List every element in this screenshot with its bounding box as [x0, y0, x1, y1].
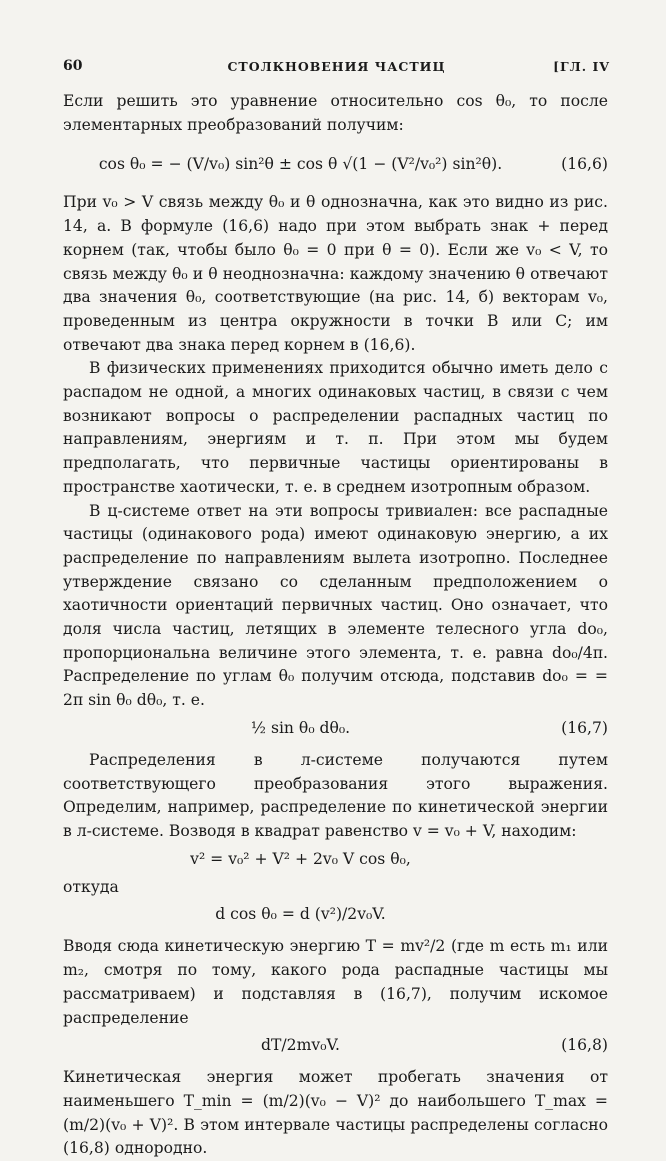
- equation-d-cos-formula: d cos θ₀ = d (v²)/2v₀V.: [215, 905, 386, 924]
- equation-16-8-formula: dT/2mv₀V.: [261, 1036, 340, 1055]
- chapter-label: [ГЛ. IV: [553, 59, 610, 74]
- page-number: 60: [63, 58, 83, 74]
- paragraph-8: Кинетическая энергия может пробегать значения от наименьшего T_min = (m/2)(v₀ − V)² до наибольшего T_max = (m/2)(v₀ + V)². В этом интервале частицы распределены согласно (16,8) однородно.: [63, 1068, 608, 1158]
- paragraph-5: Распределения в л-системе получаются путем соответствующего преобразования этого выражения. Определим, например, распределение по кинетической энергии в л-системе. Возводя в квадрат равенство v = v₀ + V, находим:: [63, 750, 608, 840]
- equation-16-6-formula: cos θ₀ = − (V/v₀) sin²θ ± cos θ √(1 − (V²/v₀²) sin²θ).: [98, 155, 503, 174]
- equation-16-6: [63, 141, 608, 187]
- paragraph-6: откуда: [63, 877, 119, 896]
- equation-v-squared-formula: v² = v₀² + V² + 2v₀ V cos θ₀,: [190, 849, 411, 868]
- equation-d-cos: [63, 901, 608, 929]
- equation-v-squared: [63, 846, 608, 874]
- paragraph-3: В физических применениях приходится обычно иметь дело с распадом не одной, а многих одинаковых частиц, в связи с чем возникают вопросы о распределении распадных частиц по направлениям, энергиям и т. п. При этом мы будем предполагать, что первичные частицы ориентированы в пространстве хаотически, т. е. в среднем изотропным образом.: [63, 359, 608, 496]
- equation-16-6-tag: (16,6): [561, 155, 608, 174]
- paragraph-2: При v₀ > V связь между θ₀ и θ однозначна, как это видно из рис. 14, а. В формуле (16,6) надо при этом выбрать знак + перед корнем (так, чтобы было θ₀ = 0 при θ = 0). Если же v₀ < V, то связь между θ₀ и θ неоднозначна: каждому значению θ отвечают два значения θ₀, соответствующие (на рис. 14, б) векторам v₀, проведенным из центра окружности в точки B или C; им отвечают два знака перед корнем в (16,6).: [63, 193, 608, 354]
- equation-16-8: [63, 1032, 608, 1060]
- paragraph-4: В ц-системе ответ на эти вопросы тривиален: все распадные частицы (одинакового рода) имеют одинаковую энергию, а их распределение по направлениям вылета изотропно. Последнее утверждение связано со сделанным предположением о хаотичности ориентаций первичных частиц. Оно означает, что доля числа частиц, летящих в элементе телесного угла do₀, пропорциональна величине этого элемента, т. е. равна do₀/4π. Распределение по углам θ₀ получим отсюда, подставив do₀ = = 2π sin θ₀ dθ₀, т. е.: [63, 501, 608, 710]
- paragraph-1: Если решить это уравнение относительно cos θ₀, то после элементарных преобразований получим:: [63, 92, 608, 134]
- paragraph-7: Вводя сюда кинетическую энергию T = mv²/2 (где m есть m₁ или m₂, смотря по тому, какого рода распадные частицы мы рассматриваем) и подставляя в (16,7), получим искомое распределение: [63, 937, 608, 1027]
- page-body: [63, 90, 608, 1161]
- running-header: [63, 58, 610, 78]
- running-title: СТОЛКНОВЕНИЯ ЧАСТИЦ: [227, 59, 446, 74]
- equation-16-8-tag: (16,8): [561, 1036, 608, 1055]
- equation-16-7: [63, 715, 608, 743]
- equation-16-7-tag: (16,7): [561, 718, 608, 737]
- equation-16-7-formula: ½ sin θ₀ dθ₀.: [250, 718, 351, 737]
